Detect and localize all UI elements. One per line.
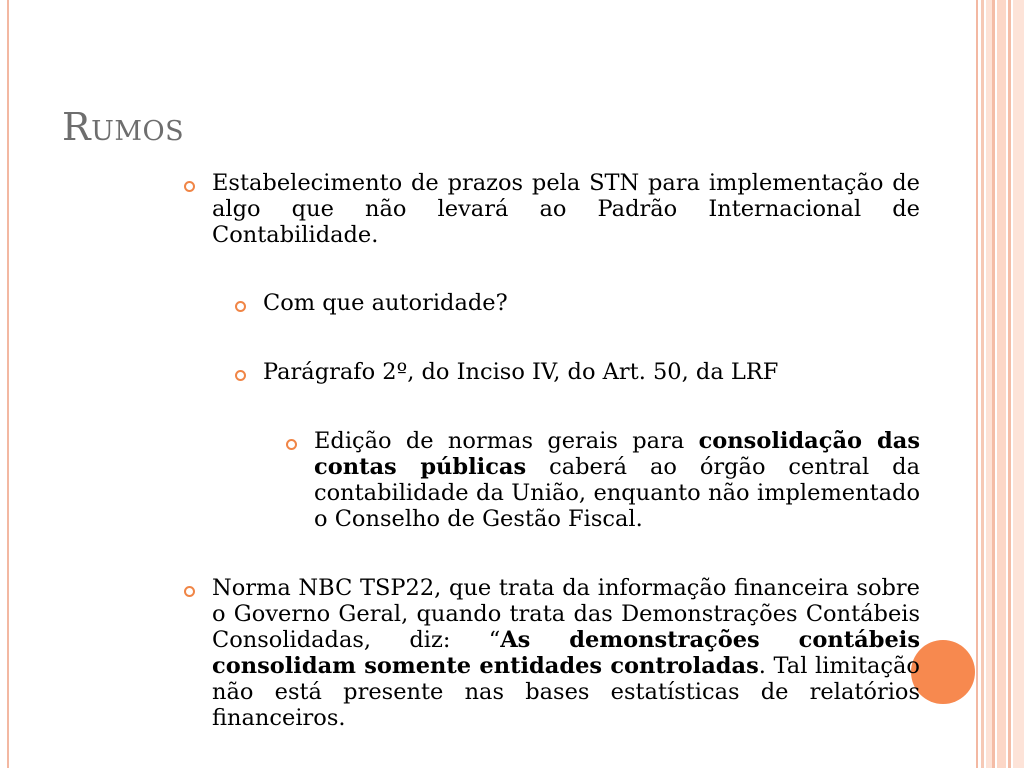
bullet-item-5 [212,575,920,731]
bullet-icon [235,370,246,381]
bullet-text-pre: Norma NBC TSP22, que trata da informação financeira sobre o Governo Geral, quando trata das Demonstrações Contábeis Consolidadas, diz: “ [212,575,920,653]
bullet-text: Estabelecimento de prazos pela STN para implementação de algo que não levará ao Padrão Internacional de Contabilidade. [212,170,920,248]
bullet-text-pre: Edição de normas gerais para [314,428,699,454]
bullet-icon [184,586,195,597]
decorative-stripe [992,0,995,768]
decorative-stripe [1013,0,1024,768]
bullet-item-1 [212,170,920,248]
bullet-text [212,575,920,731]
bullet-text-bold: As demonstrações contábeis consolidam somente entidades controladas [212,627,920,679]
decorative-stripe [981,0,984,768]
slide-title: Rumos [62,105,185,149]
bullet-text: Parágrafo 2º, do Inciso IV, do Art. 50, da LRF [263,359,779,385]
bullet-item-2 [263,290,920,316]
bullet-text: Com que autoridade? [263,290,508,316]
bullet-text-post: . Tal limitação não está presente nas bases estatísticas de relatórios financeiros. [212,653,920,731]
bullet-icon [235,301,246,312]
decorative-stripe [997,0,1006,768]
bullet-item-3 [263,359,920,385]
bullet-text [314,428,920,532]
decorative-stripe [1008,0,1011,768]
bullet-icon [184,181,195,192]
bullet-icon [286,439,297,450]
bullet-item-4 [314,428,920,532]
bullet-text-post: caberá ao órgão central da contabilidade da União, enquanto não implementado o Conselho de Gestão Fiscal. [314,454,920,532]
bullet-text-bold: consolidação das contas públicas [314,428,920,480]
orange-circle-decoration [911,640,975,704]
